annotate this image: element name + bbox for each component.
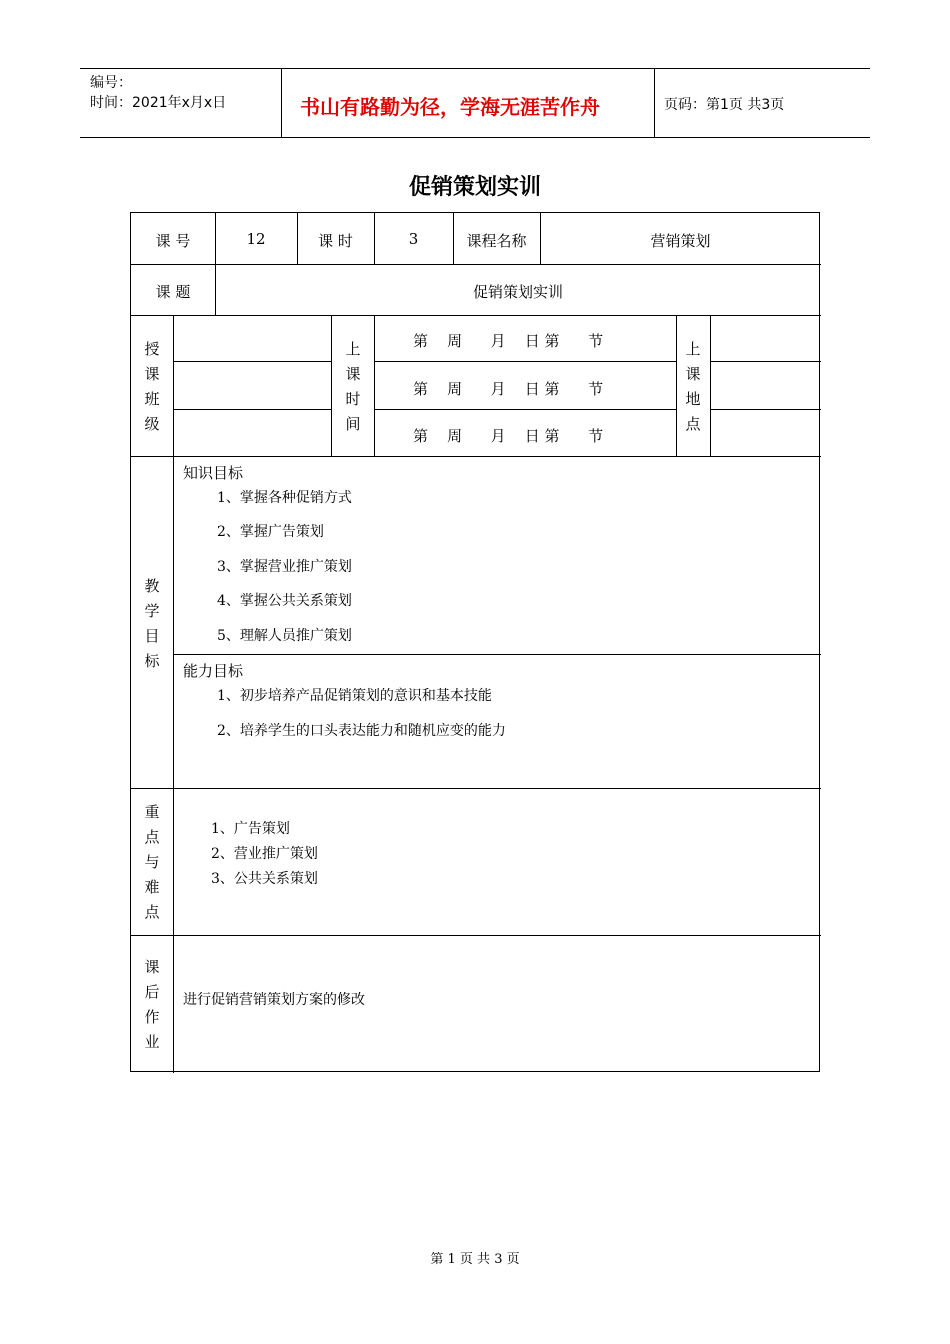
homework-label: 课后作业 <box>144 958 160 1051</box>
course-no-label: 课 号 <box>155 232 191 250</box>
knowledge-item: 3、掌握营业推广策划 <box>217 559 352 575</box>
course-name-label: 课程名称 <box>466 232 527 250</box>
key-point-item: 2、营业推广策划 <box>211 846 318 862</box>
knowledge-title: 知识目标 <box>183 464 244 482</box>
homework-text: 进行促销营销策划方案的修改 <box>183 992 365 1008</box>
key-point-item: 3、公共关系策划 <box>211 871 318 887</box>
time-label: 时间：2021年x月x日 <box>90 95 227 111</box>
place-label: 上课地点 <box>685 340 701 433</box>
ability-item: 1、初步培养产品促销策划的意识和基本技能 <box>217 688 492 704</box>
course-no-value: 12 <box>246 230 266 248</box>
topic-value: 促销策划实训 <box>472 283 563 301</box>
knowledge-item: 5、理解人员推广策划 <box>217 628 352 644</box>
hours-label: 课 时 <box>318 232 353 250</box>
ability-item: 2、培养学生的口头表达能力和随机应变的能力 <box>217 723 506 739</box>
lesson-plan-table <box>130 212 820 1072</box>
class-label: 授课班级 <box>144 340 160 433</box>
schedule-slot-1: 第 周 月 日 第 节 <box>413 332 604 350</box>
header-motto: 书山有路勤为径，学海无涯苦作舟 <box>300 95 600 119</box>
knowledge-item: 2、掌握广告策划 <box>217 524 324 540</box>
key-points-label: 重点与难点 <box>144 803 160 921</box>
header-page-info: 页码：第1页 共3页 <box>664 97 785 113</box>
ability-title: 能力目标 <box>183 662 244 680</box>
header-meta <box>90 73 226 113</box>
document-title: 促销策划实训 <box>408 175 541 200</box>
topic-label: 课 题 <box>155 283 191 301</box>
knowledge-item: 1、掌握各种促销方式 <box>217 490 352 506</box>
schedule-slot-3: 第 周 月 日 第 节 <box>413 427 604 445</box>
key-point-item: 1、广告策划 <box>211 821 290 837</box>
knowledge-item: 4、掌握公共关系策划 <box>217 593 352 609</box>
page-footer: 第 1 页 共 3 页 <box>430 1252 520 1267</box>
course-name-value: 营销策划 <box>650 232 711 250</box>
page-header <box>80 68 870 138</box>
time-label-vertical: 上课时间 <box>345 340 361 433</box>
schedule-slot-2: 第 周 月 日 第 节 <box>413 380 604 398</box>
goals-label: 教学目标 <box>144 577 160 670</box>
number-label: 编号： <box>90 75 132 91</box>
hours-value: 3 <box>408 230 419 248</box>
